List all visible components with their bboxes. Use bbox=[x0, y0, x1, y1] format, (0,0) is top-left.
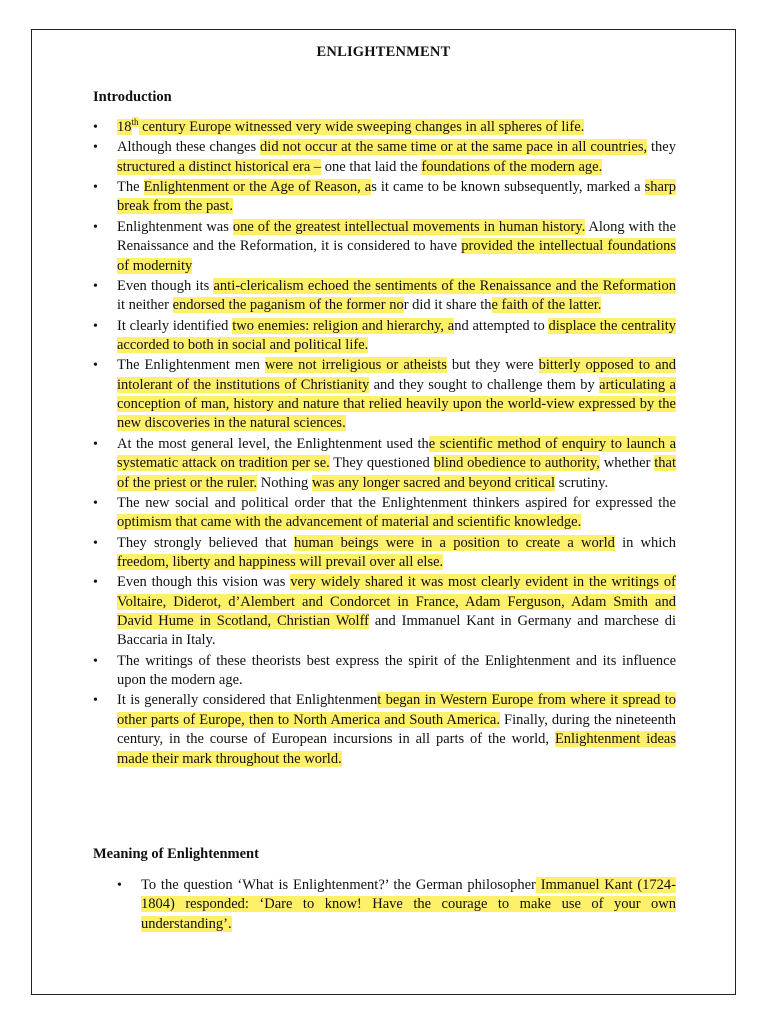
highlighted-text: foundations of the modern age. bbox=[421, 158, 603, 175]
highlighted-text: displace the centrality accorded to both in social and political life. bbox=[117, 317, 676, 353]
text-run: They strongly believed that bbox=[117, 534, 294, 551]
highlighted-text: one of the greatest intellectual movements in human history. bbox=[232, 218, 586, 235]
highlighted-text: articulating a conception of man, history and nature that relied heavily upon the world-view expressed by the new discoveries in the natural sciences. bbox=[117, 376, 676, 432]
bullet-item bbox=[93, 652, 676, 691]
text-run: but they were bbox=[446, 357, 539, 374]
highlighted-text: two enemies: religion and hierarchy, a bbox=[232, 317, 455, 334]
text-run: and they sought to challenge them by bbox=[369, 376, 600, 393]
highlighted-text: bitterly opposed to and intolerant of the institutions of Christianity bbox=[117, 357, 677, 393]
bullet-item bbox=[93, 435, 676, 493]
section-heading-introduction: Introduction bbox=[93, 89, 172, 105]
highlighted-text: century Europe witnessed bbox=[138, 119, 296, 135]
bullet-item bbox=[93, 356, 676, 434]
text-run: Finally, during the nineteenth century, in the course of European incursions in all parts of the world, bbox=[117, 711, 677, 748]
highlighted-text: did not occur at the same time or at the same pace in all countries, bbox=[260, 139, 648, 156]
highlighted-text: were not irreligious or atheists bbox=[264, 357, 447, 374]
text-run: Even though its bbox=[117, 277, 214, 294]
text-run: scrutiny. bbox=[555, 474, 609, 491]
document-page bbox=[31, 29, 736, 995]
bullet-item bbox=[93, 573, 676, 651]
text-run: The new social and political order that the Enlightenment thinkers aspired for expressed the bbox=[117, 494, 676, 511]
text-run: It clearly identified bbox=[117, 317, 233, 334]
highlighted-text: e scientific method of enquiry to launch a systematic attack on tradition per se. bbox=[117, 435, 677, 472]
highlighted-text: 18 bbox=[117, 119, 132, 135]
text-run: and Immanuel Kant in Germany and marchese di Baccaria in Italy. bbox=[117, 613, 677, 649]
highlighted-text: th bbox=[131, 117, 139, 128]
bullet-item bbox=[93, 534, 676, 573]
text-run: To the question ‘What is Enlightenment?’ the German philosopher bbox=[141, 877, 536, 893]
text-run: Enlightenment was bbox=[117, 218, 233, 235]
highlighted-text: t began in Western Europe from where it spread to other parts of Europe, then to North America and South America. bbox=[117, 692, 676, 728]
highlighted-text: sharp break from the past. bbox=[117, 179, 676, 215]
highlighted-text: very bbox=[295, 119, 322, 135]
highlighted-text: Immanuel Kant (1724-1804) responded: ‘Dare to know! Have the courage to make use of your own understanding’. bbox=[141, 877, 676, 932]
text-run: s it came to be known subsequently, marked a bbox=[371, 179, 645, 195]
text-run: nd attempted to bbox=[454, 317, 549, 334]
bullet-item bbox=[93, 178, 676, 217]
highlighted-text: provided the intellectual foundations of modernity bbox=[117, 238, 676, 274]
text-run: it neither bbox=[117, 297, 173, 314]
section-heading-meaning: Meaning of Enlightenment bbox=[93, 846, 259, 862]
text-run: The writings of these theorists best express the spirit of the Enlightenment and its influence upon the modern age. bbox=[117, 652, 676, 689]
bullet-item bbox=[93, 494, 676, 533]
meaning-list bbox=[117, 876, 676, 935]
highlighted-text: freedom, liberty and happiness will prevail over all else. bbox=[117, 553, 444, 570]
highlighted-text: wide sweeping changes in all spheres of life. bbox=[321, 119, 585, 135]
text-run: It is generally considered that Enlightenmen bbox=[117, 692, 378, 709]
bullet-item bbox=[93, 277, 676, 316]
document-title: ENLIGHTENMENT bbox=[316, 44, 451, 60]
text-run: Even though this vision was bbox=[117, 574, 291, 591]
highlighted-text: structured a distinct historical era – bbox=[117, 158, 322, 175]
highlighted-text: was any longer sacred and beyond critical bbox=[311, 474, 556, 491]
text-run: they bbox=[647, 139, 676, 156]
text-run: Nothing bbox=[257, 474, 312, 491]
highlighted-text: human beings were in a position to create a world bbox=[293, 534, 615, 551]
highlighted-text: endorsed the paganism of the former no bbox=[172, 297, 404, 314]
highlighted-text: Enlightenment ideas made their mark throughout the world. bbox=[117, 731, 676, 767]
bullet-item bbox=[93, 118, 676, 137]
introduction-list bbox=[93, 118, 676, 770]
highlighted-text: that of the priest or the ruler. bbox=[117, 455, 676, 491]
text-run: one that laid the bbox=[321, 158, 422, 175]
text-run: At the most general level, the Enlightenment used th bbox=[117, 435, 429, 452]
text-run: Along with the Renaissance and the Reformation, it is considered to have bbox=[117, 218, 676, 255]
bullet-item bbox=[93, 317, 676, 356]
bullet-item bbox=[93, 138, 676, 177]
highlighted-text: blind obedience to authority, bbox=[433, 455, 600, 472]
text-run: The Enlightenment men bbox=[117, 357, 265, 374]
text-run: The bbox=[117, 179, 144, 195]
highlighted-text: optimism that came with the advancement of material and scientific knowledge. bbox=[117, 514, 582, 531]
highlighted-text: very widely shared it was most clearly evident in the writings of Voltaire, Diderot, d’Alembert and Condorcet in France, Adam Ferguson, Adam Smith and David Hume in Scotland, Christian Wolff bbox=[117, 574, 676, 630]
bullet-item bbox=[93, 218, 676, 276]
text-run: whether bbox=[599, 455, 655, 472]
highlighted-text: e faith of the latter. bbox=[491, 297, 602, 314]
text-run: r did it share th bbox=[403, 297, 492, 314]
text-run: Although these changes bbox=[117, 139, 261, 156]
text-run: in which bbox=[614, 534, 676, 551]
bullet-item bbox=[117, 876, 676, 934]
highlighted-text: anti-clericalism echoed the sentiments of the Renaissance and the Reformation bbox=[213, 277, 676, 294]
text-run: They questioned bbox=[329, 455, 434, 472]
highlighted-text: Enlightenment or the Age of Reason, a bbox=[143, 179, 372, 195]
bullet-item bbox=[93, 691, 676, 769]
